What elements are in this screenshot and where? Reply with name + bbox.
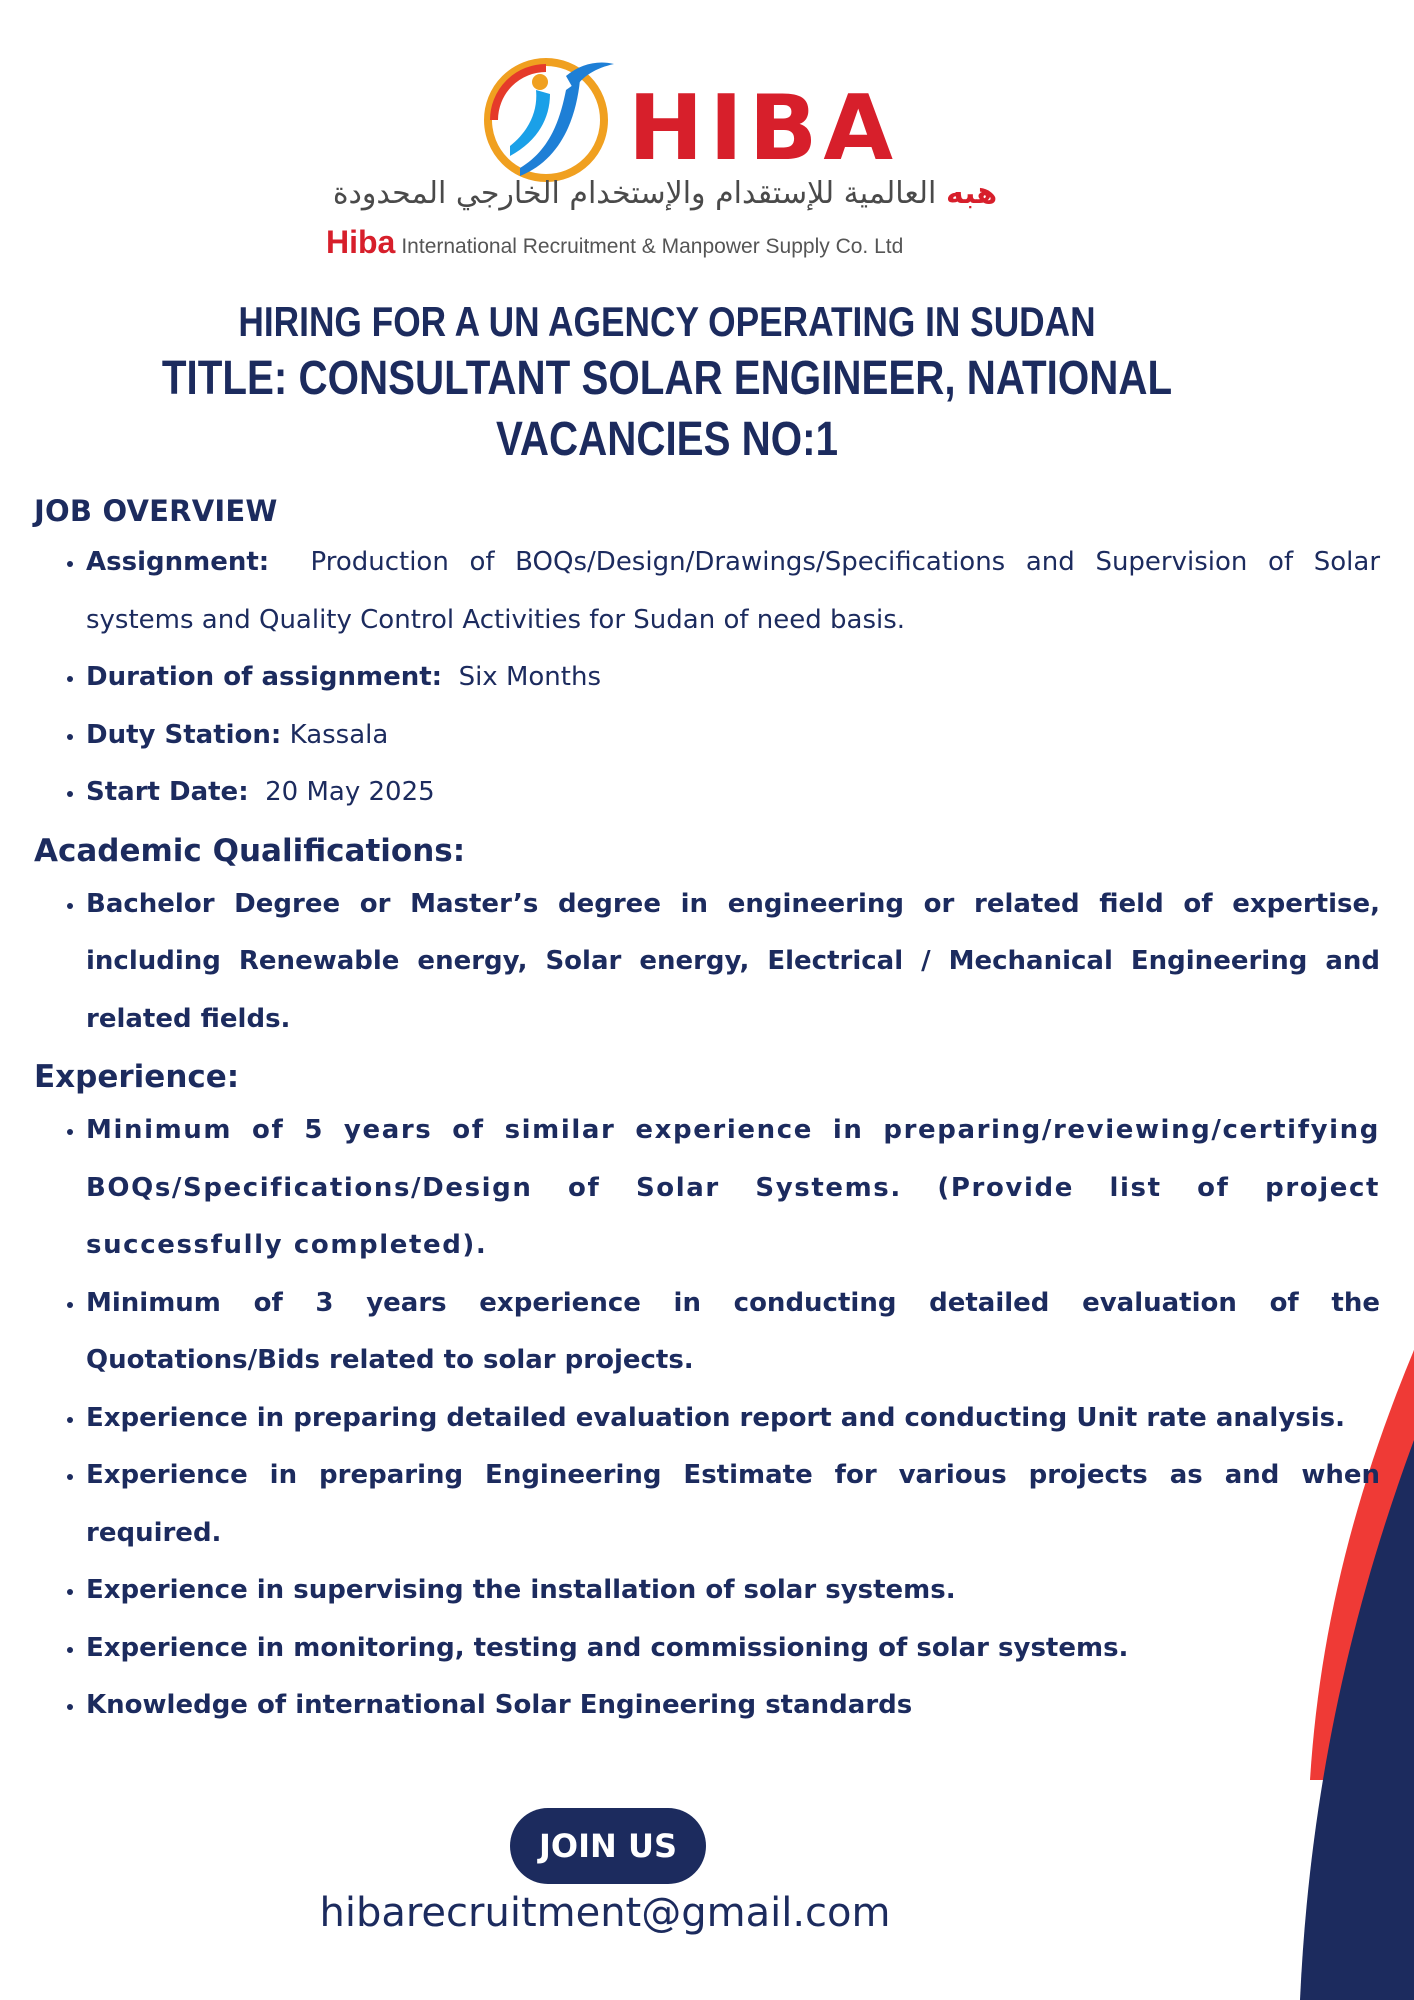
duration-item — [86, 649, 1380, 707]
contact-email[interactable]: hibarecruitment@gmail.com — [319, 1890, 891, 1936]
list-item: • Minimum of 5 years of similar experience in preparing/reviewing/certifying BOQs/Specifications/Design of Solar Systems. (Provide list of project successfully completed). — [86, 1102, 1380, 1275]
start-date-value: 20 May 2025 — [265, 777, 435, 807]
list-item: • Experience in preparing Engineering Estimate for various projects as and when required. — [86, 1447, 1380, 1562]
duration-label: Duration of assignment: — [86, 662, 443, 692]
english-company-name — [326, 224, 903, 261]
academic-heading: Academic Qualifications: — [34, 832, 466, 869]
arabic-brand: هبه — [945, 176, 998, 211]
job-overview-list — [34, 534, 1380, 822]
list-item: • Experience in preparing detailed evaluation report and conducting Unit rate analysis. — [86, 1390, 1380, 1448]
list-item: • Experience in monitoring, testing and commissioning of solar systems. — [86, 1620, 1380, 1678]
job-details — [34, 488, 1380, 1735]
duty-station-item — [86, 707, 1380, 765]
duration-value: Six Months — [458, 662, 601, 692]
assignment-value: Production of BOQs/Design/Drawings/Specifications and Supervision of Solar systems and Quality Control Activities for Sudan of need basis. — [86, 547, 1381, 635]
academic-list — [34, 876, 1380, 1049]
brand-wordmark: HIBA — [628, 76, 900, 181]
start-date-item — [86, 764, 1380, 822]
english-company-rest: International Recruitment & Manpower Supply Co. Ltd — [401, 235, 904, 258]
experience-heading: Experience: — [34, 1059, 240, 1095]
company-logo — [320, 48, 1020, 268]
start-date-label: Start Date: — [86, 777, 249, 807]
list-item: • Bachelor Degree or Master’s degree in engineering or related field of expertise, including Renewable energy, Solar energy, Electrical / Mechanical Engineering and related fields. — [86, 876, 1380, 1049]
list-item: • Experience in supervising the installation of solar systems. — [86, 1562, 1380, 1620]
vacancies-headline: VACANCIES NO:1 — [495, 413, 839, 466]
assignment-label: Assignment: — [86, 547, 270, 577]
job-title-headline: TITLE: CONSULTANT SOLAR ENGINEER, NATIONAL — [161, 352, 1173, 405]
arabic-company-rest: العالمية للإستقدام والإستخدام الخارجي المحدودة — [332, 176, 937, 211]
job-overview-heading: JOB OVERVIEW — [34, 494, 278, 528]
duty-station-value: Kassala — [289, 719, 389, 750]
hiring-headline: HIRING FOR A UN AGENCY OPERATING IN SUDAN — [238, 298, 1096, 345]
arabic-company-name — [320, 176, 1010, 211]
list-item: • Minimum of 3 years experience in conducting detailed evaluation of the Quotations/Bids related to solar projects. — [86, 1275, 1380, 1390]
assignment-item — [86, 534, 1380, 649]
experience-list — [34, 1102, 1380, 1735]
list-item: • Knowledge of international Solar Engineering standards — [86, 1677, 1380, 1735]
duty-station-label: Duty Station: — [86, 719, 282, 750]
join-us-button[interactable]: JOIN US — [510, 1808, 706, 1884]
english-brand: Hiba — [326, 224, 396, 260]
job-headlines — [0, 296, 1334, 470]
hiba-emblem-icon — [480, 50, 616, 186]
